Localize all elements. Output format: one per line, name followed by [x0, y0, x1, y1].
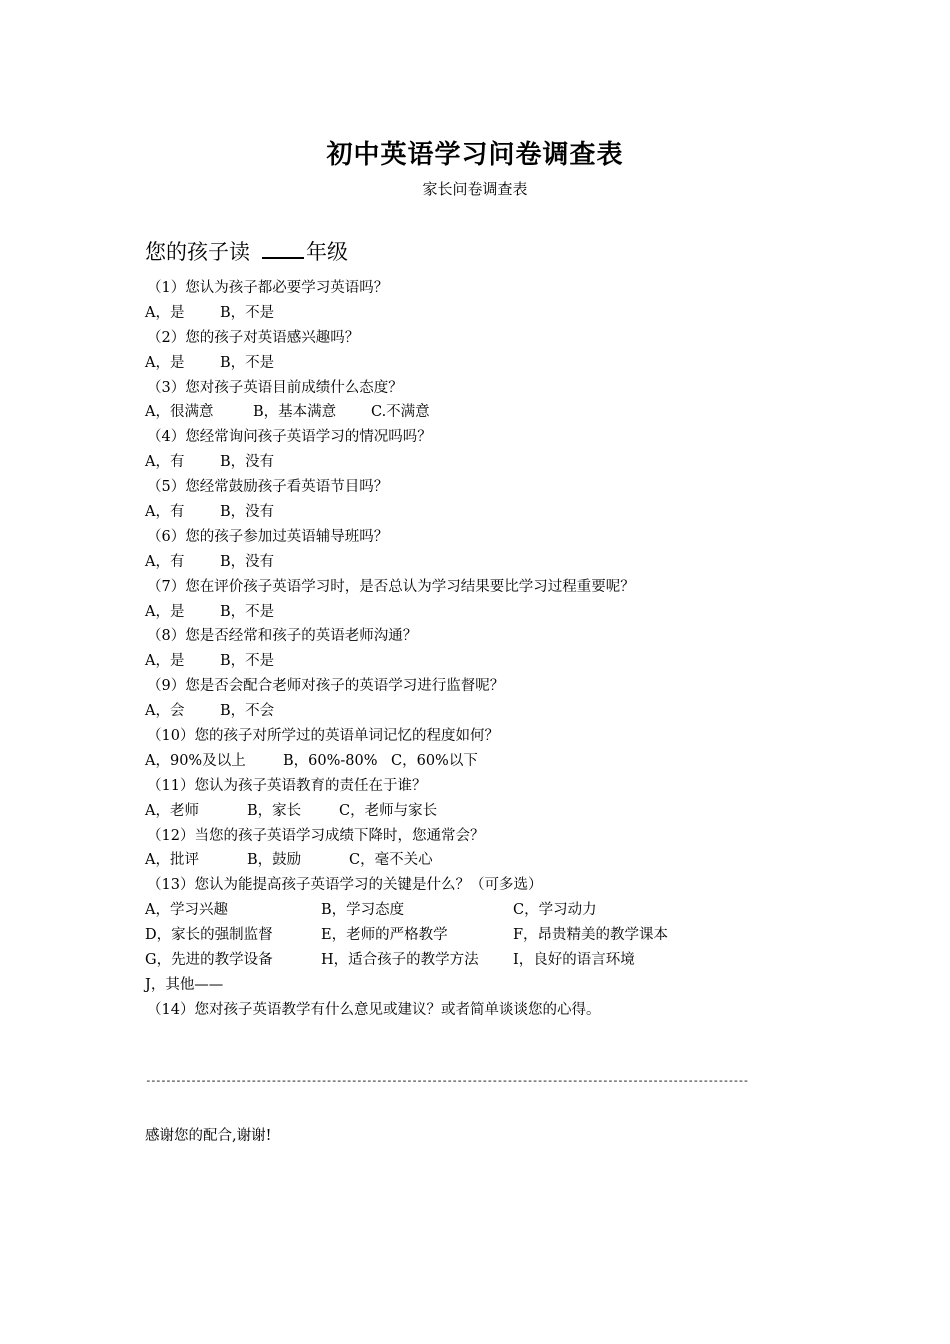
question-text: （3）您对孩子英语目前成绩什么态度？	[147, 379, 403, 396]
answer-option[interactable]: A，批评	[145, 852, 199, 869]
question-text: （5）您经常鼓励孩子看英语节目吗？	[147, 479, 389, 496]
answer-option[interactable]: A，是	[145, 304, 185, 321]
options-row	[145, 301, 765, 326]
question-row	[145, 624, 765, 649]
question-row	[145, 575, 765, 600]
thanks-text: 感谢您的配合,谢谢!	[145, 1128, 272, 1144]
answer-option[interactable]: A，有	[145, 504, 185, 521]
grade-prompt: 您的孩子读	[145, 240, 250, 264]
question-text: （4）您经常询问孩子英语学习的情况吗吗？	[147, 429, 432, 446]
question-row	[145, 425, 765, 450]
answer-option[interactable]: A，很满意	[145, 404, 214, 421]
question-row	[145, 674, 765, 699]
answer-option[interactable]: B，没有	[220, 504, 275, 521]
options-row	[145, 600, 765, 625]
answer-option[interactable]: A，老师	[145, 802, 199, 819]
answer-option[interactable]: A，是	[145, 603, 185, 620]
options-row	[145, 848, 765, 873]
answer-option[interactable]: B，不是	[220, 653, 275, 670]
answer-option[interactable]: B，不会	[220, 703, 275, 720]
question-text: （6）您的孩子参加过英语辅导班吗？	[147, 528, 389, 545]
separator-line: ------------------------------------------------------------------------------------------------------------------------	[145, 1074, 748, 1087]
answer-option[interactable]: B，60%-80%	[283, 752, 378, 769]
answer-option[interactable]: A，有	[145, 454, 185, 471]
answer-option[interactable]: A，会	[145, 703, 185, 720]
answer-option[interactable]: B，鼓励	[247, 852, 302, 869]
options-row	[145, 948, 765, 973]
question-text: （1）您认为孩子都必要学习英语吗？	[147, 280, 389, 296]
answer-option[interactable]: B，不是	[220, 603, 275, 620]
answer-option[interactable]: B，基本满意	[253, 404, 337, 421]
question-text: （10）您的孩子对所学过的英语单词记忆的程度如何？	[147, 728, 499, 745]
options-row	[145, 973, 765, 998]
options-row	[145, 351, 765, 376]
question-row	[145, 376, 765, 401]
options-row	[145, 749, 765, 774]
answer-option[interactable]: A，是	[145, 354, 185, 371]
question-row	[145, 873, 765, 898]
answer-option[interactable]: B，没有	[220, 553, 275, 570]
page-title: 初中英语学习问卷调查表	[326, 140, 624, 170]
answer-option[interactable]: I，良好的语言环境	[513, 952, 635, 969]
question-row	[145, 724, 765, 749]
options-row	[145, 649, 765, 674]
question-row	[145, 276, 765, 301]
answer-option[interactable]: C，老师与家长	[339, 802, 438, 819]
question-row	[145, 774, 765, 799]
question-list	[145, 276, 765, 1023]
question-text: （2）您的孩子对英语感兴趣吗？	[147, 329, 360, 346]
question-text: （9）您是否会配合老师对孩子的英语学习进行监督呢？	[147, 678, 505, 695]
grade-blank	[262, 239, 304, 259]
answer-option[interactable]: C，60%以下	[391, 752, 478, 769]
question-row	[145, 824, 765, 849]
answer-option[interactable]: C，学习动力	[513, 902, 597, 919]
question-text: （11）您认为孩子英语教育的责任在于谁？	[147, 777, 427, 794]
question-row	[145, 326, 765, 351]
options-row	[145, 400, 765, 425]
answer-option[interactable]: J，其他——	[145, 976, 224, 993]
answer-option[interactable]: C.不满意	[371, 404, 430, 421]
question-text: （8）您是否经常和孩子的英语老师沟通？	[147, 628, 418, 645]
answer-option[interactable]: B，学习态度	[321, 902, 405, 919]
answer-option[interactable]: A，是	[145, 653, 185, 670]
answer-option[interactable]: B，不是	[220, 354, 275, 371]
options-row	[145, 923, 765, 948]
options-row	[145, 450, 765, 475]
question-text: （12）当您的孩子英语学习成绩下降时，您通常会？	[147, 827, 485, 844]
question-text: （13）您认为能提高孩子英语学习的关键是什么？（可多选）	[147, 877, 543, 894]
answer-option[interactable]: B，家长	[247, 802, 302, 819]
answer-option[interactable]: A，有	[145, 553, 185, 570]
question-text: （7）您在评价孩子英语学习时，是否总认为学习结果要比学习过程重要呢？	[147, 578, 635, 595]
grade-line	[145, 236, 348, 266]
answer-option[interactable]: A，学习兴趣	[145, 902, 228, 919]
page-subtitle: 家长问卷调查表	[422, 180, 528, 198]
options-row	[145, 898, 765, 923]
question-text: （14）您对孩子英语教学有什么意见或建议？或者简单谈谈您的心得。	[147, 1001, 601, 1018]
options-row	[145, 799, 765, 824]
options-row	[145, 550, 765, 575]
answer-option[interactable]: C，毫不关心	[349, 852, 433, 869]
answer-option[interactable]: H，适合孩子的教学方法	[321, 952, 479, 969]
options-row	[145, 500, 765, 525]
question-row	[145, 475, 765, 500]
answer-option[interactable]: B，不是	[220, 304, 275, 321]
answer-option[interactable]: F，昂贵精美的教学课本	[513, 927, 669, 944]
answer-option[interactable]: A，90%及以上	[145, 752, 246, 769]
question-row	[145, 525, 765, 550]
answer-option[interactable]: G，先进的教学设备	[145, 952, 273, 969]
answer-option[interactable]: D，家长的强制监督	[145, 927, 273, 944]
answer-option[interactable]: E，老师的严格教学	[321, 927, 448, 944]
grade-suffix: 年级	[306, 240, 348, 264]
answer-option[interactable]: B，没有	[220, 454, 275, 471]
options-row	[145, 699, 765, 724]
question-row	[145, 998, 765, 1023]
